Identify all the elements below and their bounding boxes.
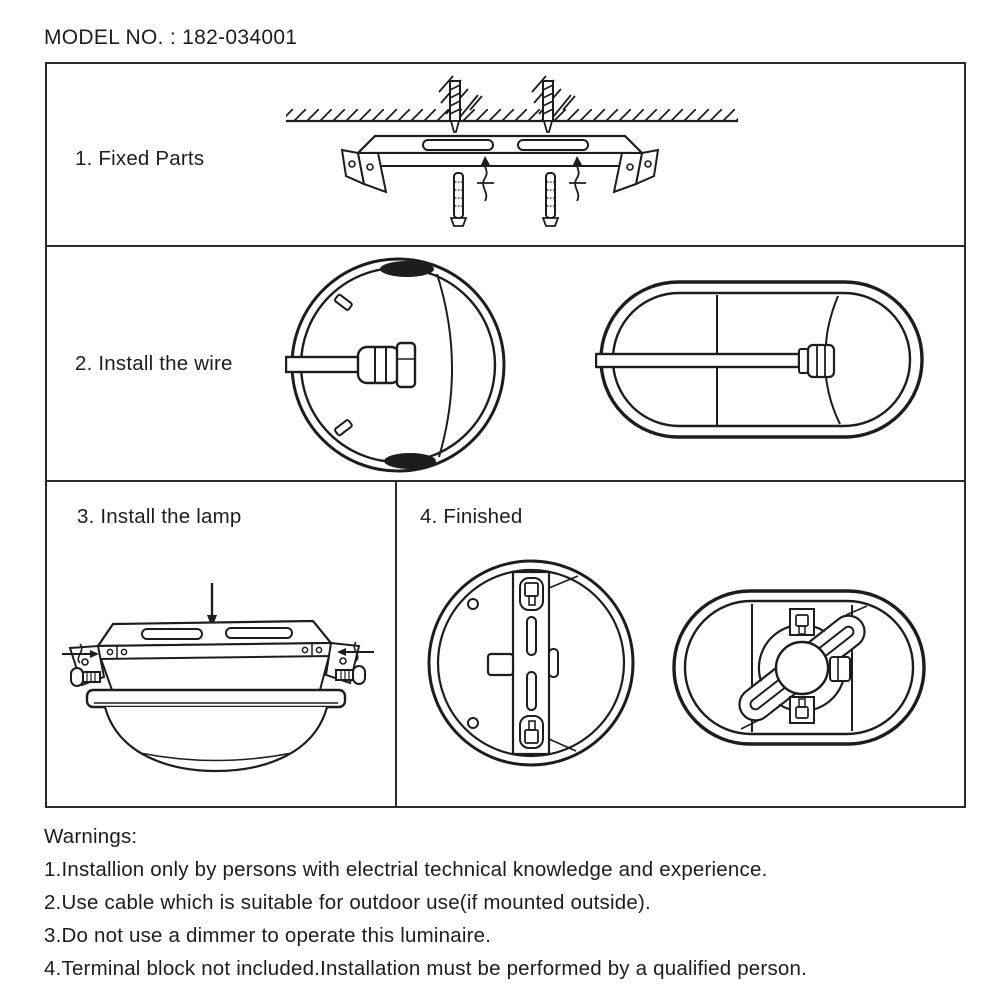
- ceiling: [286, 109, 738, 121]
- wall-anchor-left: [439, 76, 482, 132]
- step-2-label: 2. Install the wire: [75, 352, 233, 375]
- press-down-arrow: [207, 583, 217, 628]
- fixing-screw-left: [451, 173, 466, 226]
- fixing-screw-right: [543, 173, 558, 226]
- warning-item: 4.Terminal block not included.Installation must be performed by a qualified person.: [44, 957, 807, 980]
- mounting-bracket: [70, 621, 359, 685]
- center-hole: [776, 642, 828, 694]
- warning-item: 3.Do not use a dimmer to operate this luminaire.: [44, 924, 492, 947]
- step-1-label: 1. Fixed Parts: [75, 147, 205, 170]
- row-divider: [47, 480, 964, 482]
- step-3-label: 3. Install the lamp: [77, 505, 242, 528]
- warnings-section: [44, 820, 807, 985]
- warning-item: 2.Use cable which is suitable for outdoor use(if mounted outside).: [44, 891, 651, 914]
- retainer-clip-bottom: [384, 453, 436, 469]
- cable-entry-tab: [488, 654, 513, 675]
- install-lamp-diagram: [60, 575, 390, 790]
- retainer-clip-top: [380, 261, 434, 277]
- warnings-heading: Warnings:: [44, 825, 138, 848]
- finished-oval-view: [670, 585, 935, 750]
- wire: [286, 357, 360, 372]
- warning-item: 1.Installion only by persons with electrial technical knowledge and experience.: [44, 858, 768, 881]
- instruction-grid: [45, 62, 966, 808]
- row-divider: [47, 245, 964, 247]
- mounting-bracket: [342, 136, 658, 192]
- wire: [596, 354, 799, 367]
- column-divider: [395, 480, 397, 806]
- round-fixture-wire-diagram: [285, 253, 510, 478]
- fixed-parts-diagram: [280, 70, 750, 242]
- model-number-label: MODEL NO. : 182-034001: [44, 26, 298, 49]
- cable-gland: [358, 343, 415, 387]
- lamp-body: [87, 656, 345, 771]
- oval-fixture-wire-diagram: [595, 268, 930, 458]
- wall-anchor-right: [532, 76, 575, 132]
- cable-gland: [799, 345, 834, 377]
- finished-round-view: [425, 555, 640, 775]
- side-connector: [830, 657, 850, 681]
- step-4-label: 4. Finished: [420, 505, 523, 528]
